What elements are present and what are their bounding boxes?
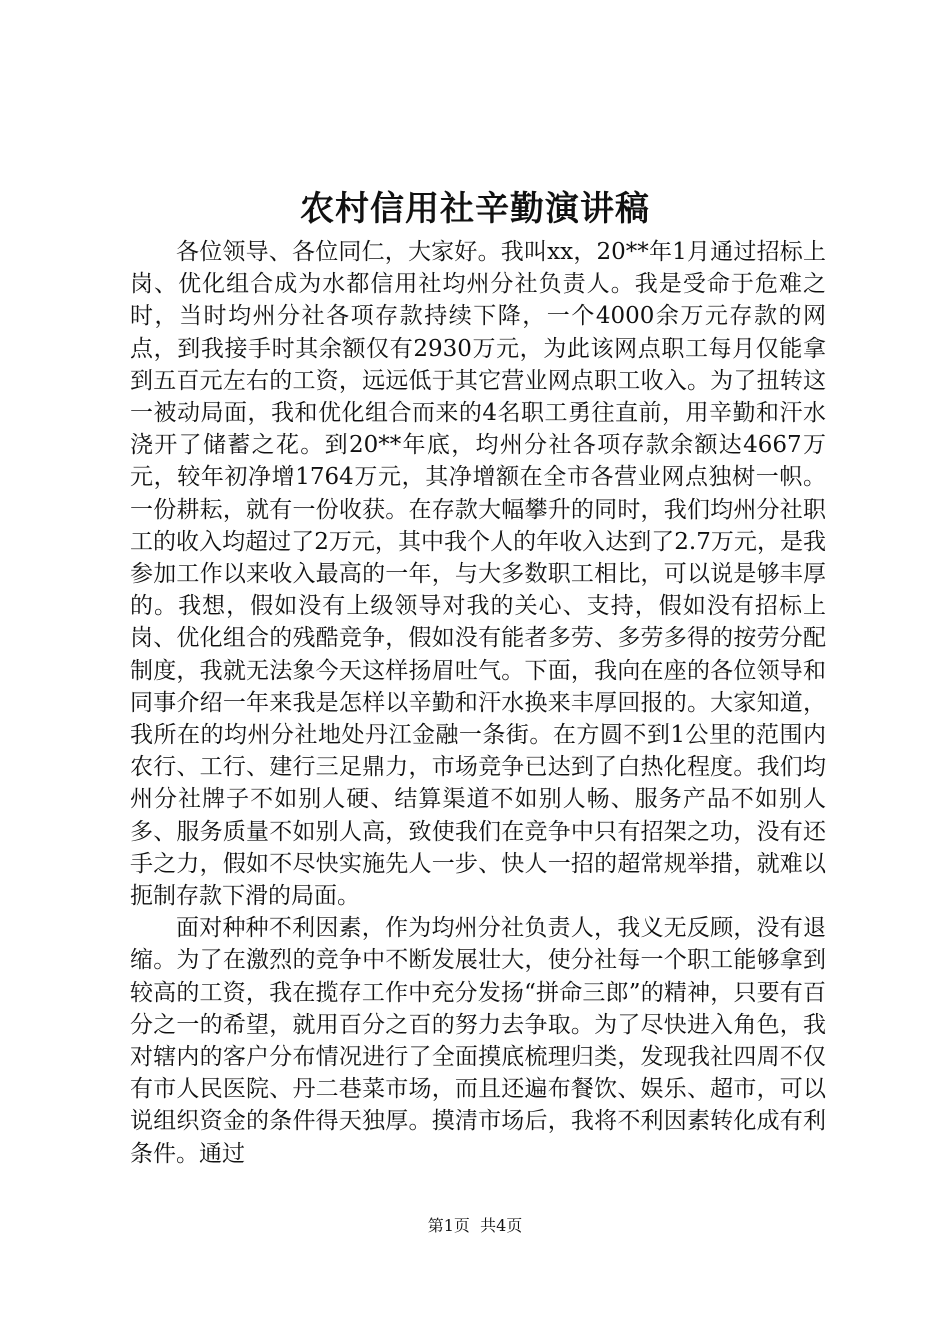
page-number: 第1页 <box>427 1216 470 1235</box>
footer-separator <box>470 1216 480 1235</box>
document-body <box>130 236 826 1170</box>
paragraph-2: 面对种种不利因素，作为均州分社负责人，我义无反顾，没有退缩。为了在激烈的竞争中不断发展壮大，使分社每一个职工能够拿到较高的工资，我在揽存工作中充分发扬“拼命三郎”的精神，只要有百分之一的希望，就用百分之百的努力去争取。为了尽快进入角色，我对辖内的客户分布情况进行了全面摸底梳理归类，发现我社四周不仅有市人民医院、丹二巷菜市场，而且还遍布餐饮、娱乐、超市，可以说组织资金的条件得天独厚。摸清市场后，我将不利因素转化成有利条件。通过 <box>130 915 826 1167</box>
document-title: 农村信用社辛勤演讲稿 <box>300 189 650 229</box>
page-total: 共4页 <box>480 1216 523 1235</box>
paragraph-1: 各位领导、各位同仁，大家好。我叫xx，20**年1月通过招标上岗、优化组合成为水都信用社均州分社负责人。我是受命于危难之时，当时均州分社各项存款持续下降，一个4000余万元存款的网点，到我接手时其余额仅有2930万元，为此该网点职工每月仅能拿到五百元左右的工资，远远低于其它营业网点职工收入。为了扭转这一被动局面，我和优化组合而来的4名职工勇往直前，用辛勤和汗水浇开了储蓄之花。到20**年底，均州分社各项存款余额达4667万元，较年初净增1764万元，其净增额在全市各营业网点独树一帜。一份耕耘，就有一份收获。在存款大幅攀升的同时，我们均州分社职工的收入均超过了2万元，其中我个人的年收入达到了2.7万元，是我参加工作以来收入最高的一年，与大多数职工相比，可以说是够丰厚的。我想，假如没有上级领导对我的关心、支持，假如没有招标上岗、优化组合的残酷竞争，假如没有能者多劳、多劳多得的按劳分配制度，我就无法象今天这样扬眉吐气。下面，我向在座的各位领导和同事介绍一年来我是怎样以辛勤和汗水换来丰厚回报的。大家知道，我所在的均州分社地处丹江金融一条街。在方圆不到1公里的范围内农行、工行、建行三足鼎力，市场竞争已达到了白热化程度。我们均州分社牌子不如别人硬、结算渠道不如别人畅、服务产品不如别人多、服务质量不如别人高，致使我们在竞争中只有招架之功，没有还手之力，假如不尽快实施先人一步、快人一招的超常规举措，就难以扼制存款下滑的局面。 <box>130 239 826 910</box>
page-footer <box>0 1214 950 1238</box>
